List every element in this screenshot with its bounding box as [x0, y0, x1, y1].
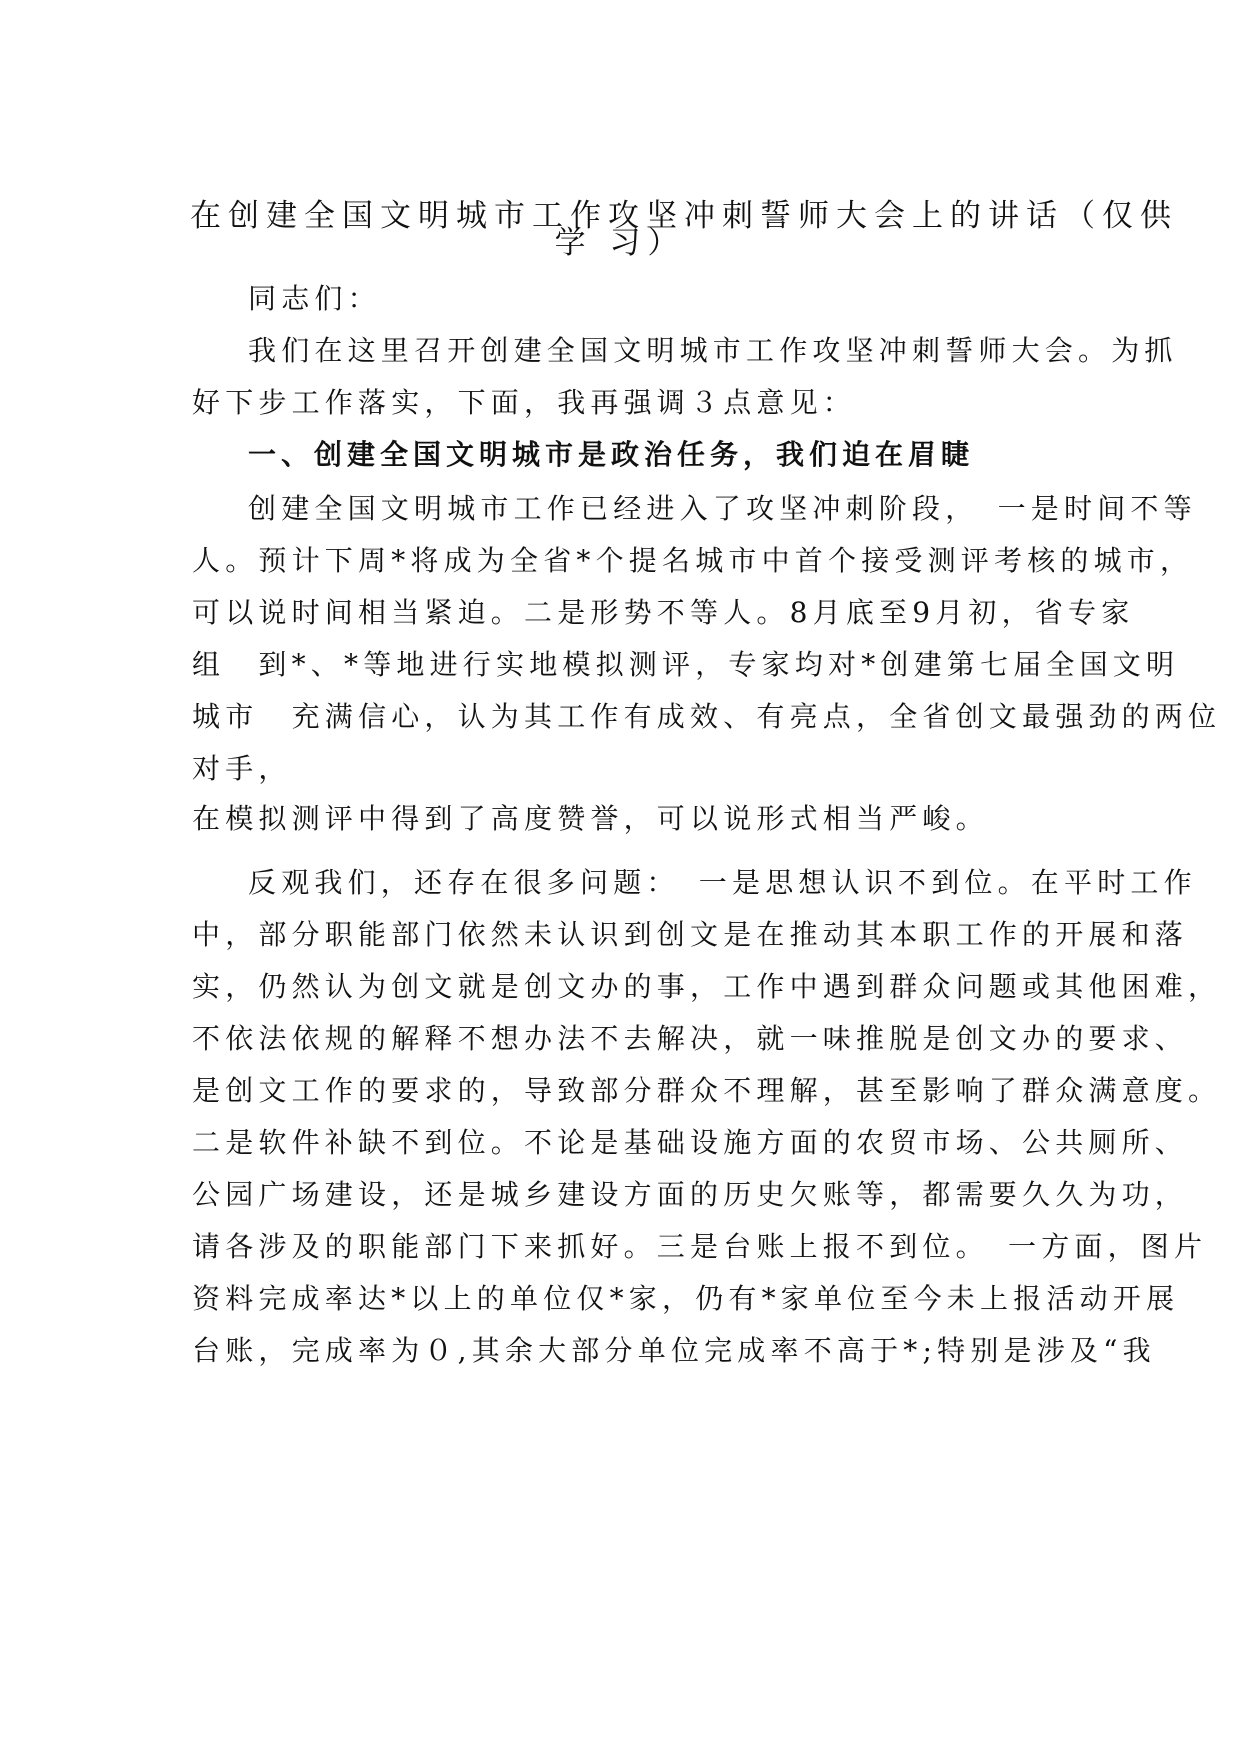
- paragraph-line: 反观我们，还存在很多问题： 一是思想认识不到位。在平时工作: [248, 866, 1197, 899]
- paragraph-line: 二是软件补缺不到位。不论是基础设施方面的农贸市场、公共厕所、: [192, 1126, 1189, 1159]
- paragraph-line: 资料完成率达*以上的单位仅*家，仍有*家单位至今未上报活动开展: [192, 1282, 1180, 1315]
- paragraph-line: 请各涉及的职能部门下来抓好。三是台账上报不到位。 一方面，图片: [192, 1230, 1208, 1263]
- paragraph-line: 组 到*、*等地进行实地模拟测评，专家均对*创建第七届全国文明: [192, 648, 1180, 681]
- paragraph-line: 实，仍然认为创文就是创文办的事，工作中遇到群众问题或其他困难，: [192, 970, 1222, 1003]
- paragraph-line: 在模拟测评中得到了高度赞誉，可以说形式相当严峻。: [192, 802, 989, 835]
- paragraph-line: 人。预计下周*将成为全省*个提名城市中首个接受测评考核的城市，: [192, 544, 1194, 577]
- paragraph-line: 城市 充满信心，认为其工作有成效、有亮点，全省创文最强劲的两位: [192, 700, 1222, 733]
- paragraph-line: 中，部分职能部门依然未认识到创文是在推动其本职工作的开展和落: [192, 918, 1189, 951]
- paragraph-line: 公园广场建设，还是城乡建设方面的历史欠账等，都需要久久为功，: [192, 1178, 1189, 1211]
- paragraph-line: 可以说时间相当紧迫。二是形势不等人。8月底至9月初，省专家: [192, 596, 1135, 629]
- document-title-line-2: 学 习）: [554, 225, 686, 261]
- paragraph-line: 我们在这里召开创建全国文明城市工作攻坚冲刺誓师大会。为抓: [248, 334, 1178, 367]
- paragraph-line: 好下步工作落实，下面，我再强调３点意见：: [192, 386, 857, 419]
- paragraph-line: 不依法依规的解释不想办法不去解决，就一味推脱是创文办的要求、: [192, 1022, 1189, 1055]
- paragraph-line: 对手，: [192, 752, 292, 785]
- document-title-line-1: 在创建全国文明城市工作攻坚冲刺誓师大会上的讲话（仅供: [190, 198, 1178, 234]
- paragraph-line: 台账，完成率为０,其余大部分单位完成率不高于*;特别是涉及“我: [192, 1334, 1156, 1367]
- greeting: 同志们：: [248, 282, 381, 315]
- paragraph-line: 创建全国文明城市工作已经进入了攻坚冲刺阶段， 一是时间不等: [248, 492, 1197, 525]
- paragraph-line: 是创文工作的要求的，导致部分群众不理解，甚至影响了群众满意度。: [192, 1074, 1222, 1107]
- section-heading: 一、创建全国文明城市是政治任务，我们迫在眉睫: [248, 438, 975, 471]
